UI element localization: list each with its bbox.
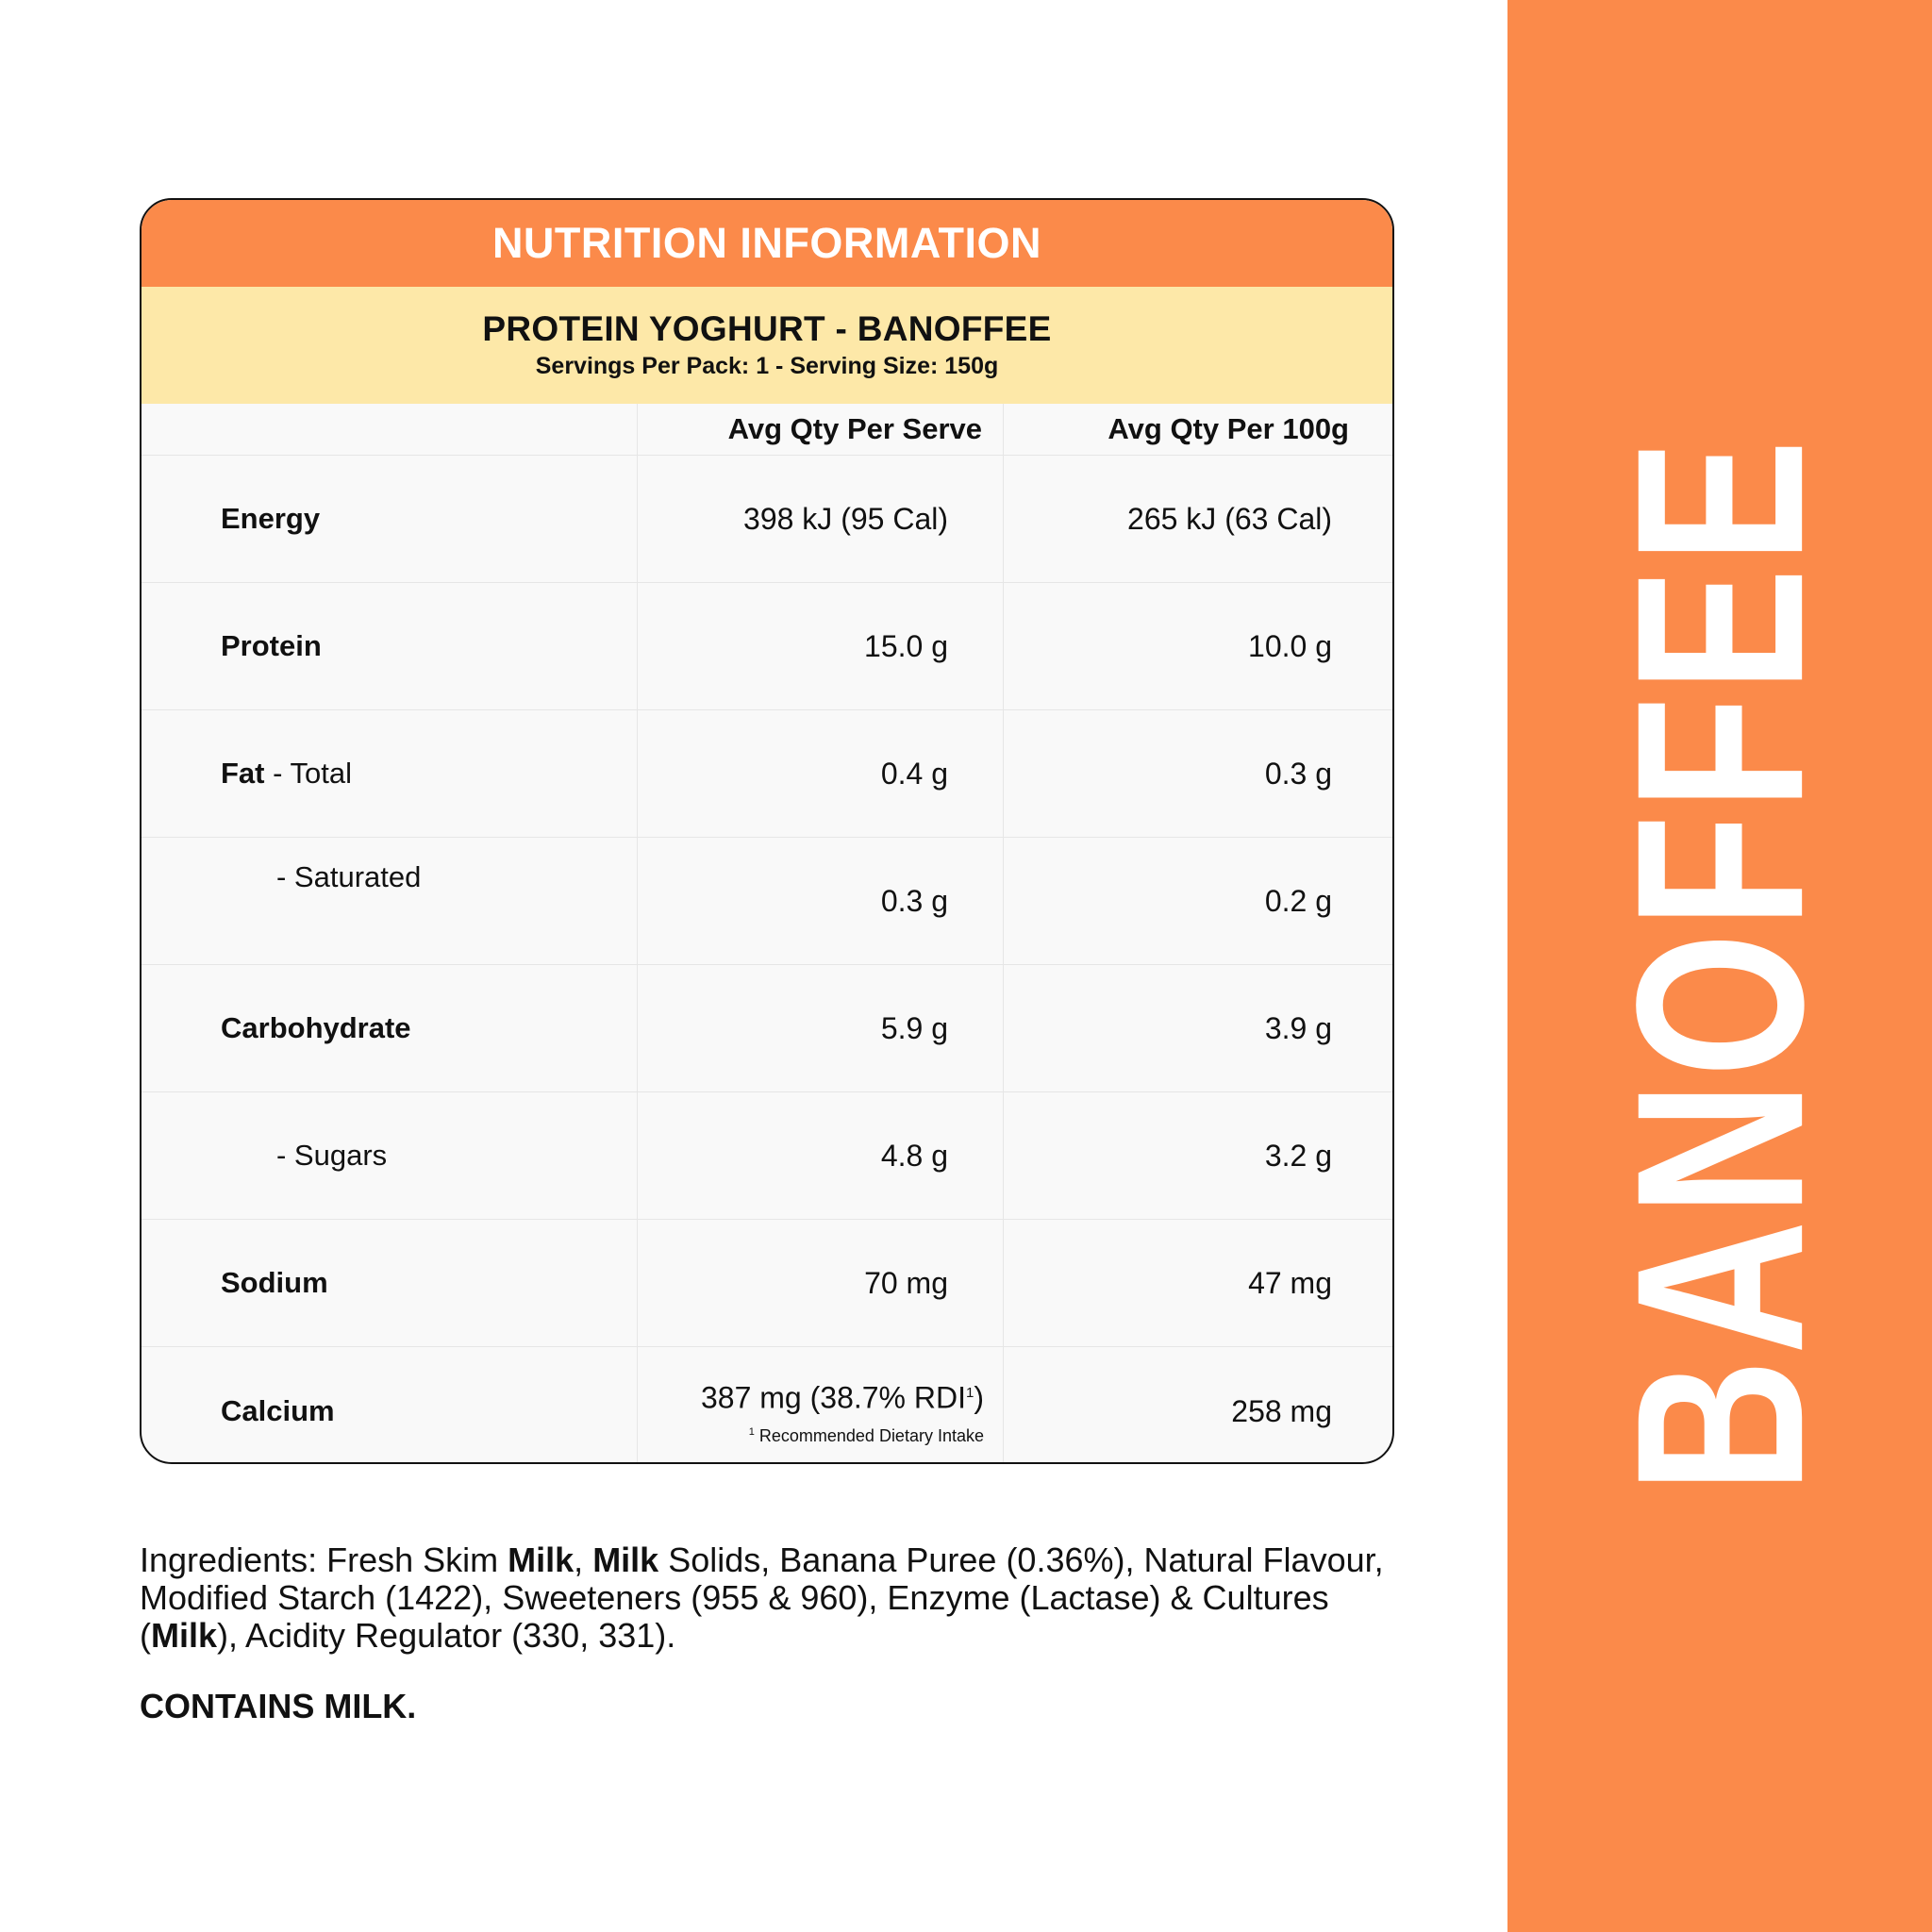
row-serve-value: 0.4 g bbox=[637, 710, 1003, 837]
allergen-milk: Milk bbox=[592, 1541, 659, 1579]
row-label bbox=[142, 838, 637, 964]
nutrition-panel bbox=[140, 198, 1394, 1464]
row-label bbox=[142, 965, 637, 1091]
row-100g-value: 3.2 g bbox=[1003, 1092, 1392, 1219]
row-serve-value: 15.0 g bbox=[637, 583, 1003, 709]
row-label bbox=[142, 583, 637, 709]
row-100g-value: 10.0 g bbox=[1003, 583, 1392, 709]
row-100g-value: 0.2 g bbox=[1003, 838, 1392, 964]
table-row bbox=[142, 965, 1392, 1092]
table-row bbox=[142, 1220, 1392, 1347]
row-label bbox=[142, 1347, 637, 1464]
ingredients-end: ), Acidity Regulator (330, 331). bbox=[217, 1616, 676, 1655]
footnote bbox=[749, 1421, 984, 1447]
ingredients-prefix: Ingredients: Fresh Skim bbox=[140, 1541, 508, 1579]
nutrient-name: Energy bbox=[221, 502, 321, 535]
row-label bbox=[142, 710, 637, 837]
serving-info: Servings Per Pack: 1 - Serving Size: 150g bbox=[535, 353, 999, 379]
ingredients-sep: , bbox=[574, 1541, 593, 1579]
row-label bbox=[142, 1092, 637, 1219]
row-serve-value bbox=[637, 1347, 1003, 1464]
header-label-cell bbox=[142, 404, 637, 455]
ingredients-middle: Solids, Banana Puree (0.36%), Natural Flavour, Modified Starch (1422), Sweeteners (955 & 960), Enzyme (Lactase) & Cultures ( bbox=[140, 1541, 1384, 1655]
table-row bbox=[142, 1092, 1392, 1220]
panel-header bbox=[142, 200, 1392, 287]
row-label bbox=[142, 1220, 637, 1346]
nutrient-name: - Sugars bbox=[276, 1139, 388, 1172]
row-serve-value: 4.8 g bbox=[637, 1092, 1003, 1219]
row-100g-value: 47 mg bbox=[1003, 1220, 1392, 1346]
table-header-row bbox=[142, 404, 1392, 456]
nutrition-table bbox=[142, 404, 1392, 1464]
nutrient-name: Carbohydrate bbox=[221, 1011, 411, 1044]
footnote-mark: 1 bbox=[748, 1426, 755, 1439]
row-label bbox=[142, 456, 637, 582]
nutrient-suffix: - Total bbox=[264, 757, 352, 790]
calcium-serve-main bbox=[701, 1375, 984, 1416]
product-name: PROTEIN YOGHURT - BANOFFEE bbox=[482, 309, 1052, 348]
nutrient-name: Protein bbox=[221, 629, 322, 662]
row-serve-value: 5.9 g bbox=[637, 965, 1003, 1091]
table-row bbox=[142, 456, 1392, 583]
row-100g-value: 258 mg bbox=[1003, 1347, 1392, 1464]
row-100g-value: 265 kJ (63 Cal) bbox=[1003, 456, 1392, 582]
flavour-word: BANOFFEE bbox=[1587, 435, 1853, 1493]
allergen-milk: Milk bbox=[508, 1541, 575, 1579]
table-row bbox=[142, 710, 1392, 838]
flavour-vertical-title bbox=[1587, 319, 1853, 1609]
row-100g-value: 3.9 g bbox=[1003, 965, 1392, 1091]
nutrient-name: Sodium bbox=[221, 1266, 328, 1299]
allergen-statement: CONTAINS MILK. bbox=[140, 1687, 417, 1725]
row-serve-value: 70 mg bbox=[637, 1220, 1003, 1346]
footnote-ref: 1 bbox=[966, 1384, 974, 1401]
header-per-serve: Avg Qty Per Serve bbox=[637, 404, 1003, 455]
row-serve-value: 398 kJ (95 Cal) bbox=[637, 456, 1003, 582]
allergen-milk: Milk bbox=[151, 1616, 218, 1655]
table-row bbox=[142, 838, 1392, 965]
header-per-100g: Avg Qty Per 100g bbox=[1003, 404, 1392, 455]
table-row bbox=[142, 1347, 1392, 1464]
nutrient-name: Calcium bbox=[221, 1394, 335, 1427]
calcium-serve-text: 387 mg (38.7% RDI bbox=[700, 1380, 966, 1415]
row-serve-value: 0.3 g bbox=[637, 838, 1003, 964]
ingredients-text bbox=[140, 1541, 1394, 1655]
nutrient-name: Fat bbox=[221, 757, 265, 790]
calcium-serve-close: ) bbox=[974, 1380, 984, 1415]
product-band bbox=[142, 287, 1392, 404]
nutrient-name: - Saturated bbox=[276, 860, 422, 893]
table-row bbox=[142, 583, 1392, 710]
footnote-text: Recommended Dietary Intake bbox=[758, 1426, 984, 1446]
panel-title: NUTRITION INFORMATION bbox=[491, 219, 1042, 267]
row-100g-value: 0.3 g bbox=[1003, 710, 1392, 837]
